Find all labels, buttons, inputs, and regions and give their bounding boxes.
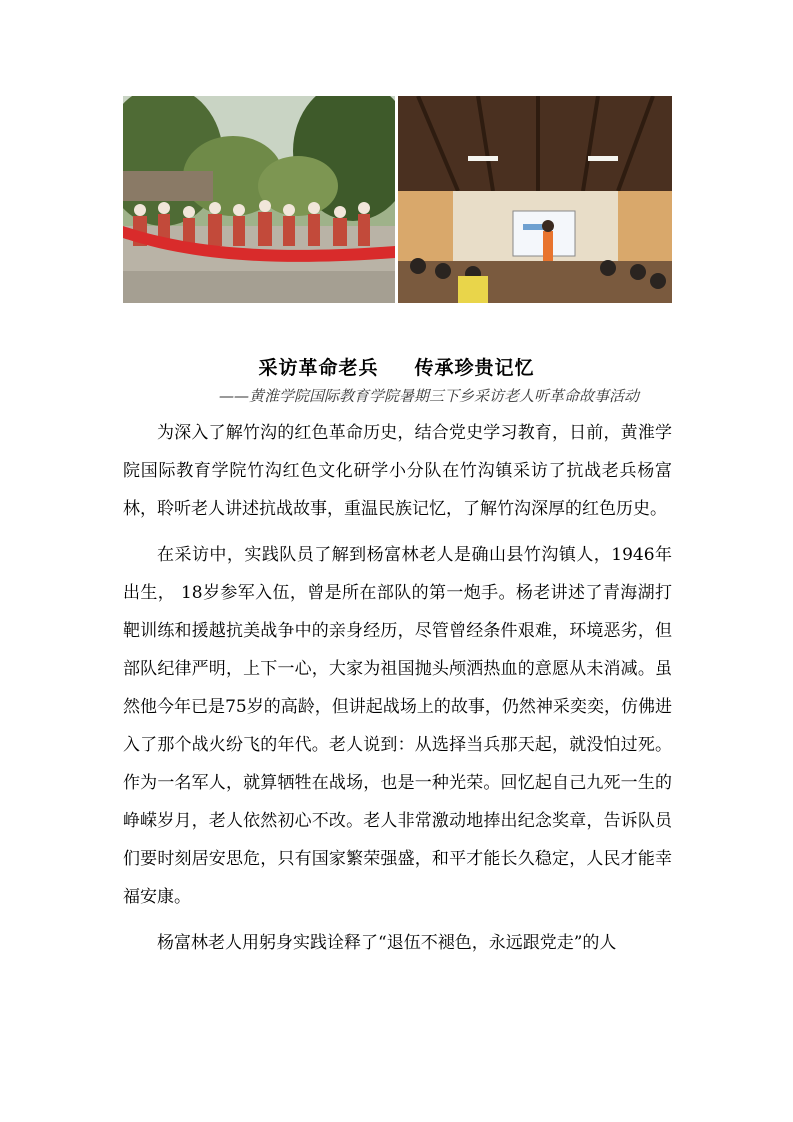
title-part-1: 采访革命老兵: [258, 357, 379, 379]
paragraph-3: 杨富林老人用躬身实践诠释了“退伍不褪色，永远跟党走”的人: [157, 933, 617, 953]
title-part-2: 传承珍贵记忆: [414, 357, 535, 379]
article-body: [123, 414, 672, 970]
article-subtitle: ——黄淮学院国际教育学院暑期三下乡采访老人听革命故事活动: [218, 387, 639, 405]
paragraph-2: 在采访中，实践队员了解到杨富林老人是确山县竹沟镇人，1946年出生， 18岁参军入伍，曾是所在部队的第一炮手。杨老讲述了青海湖打靶训练和援越抗美战争中的亲身经历，尽管曾经条件艰难，环境恶劣，但部队纪律严明，上下一心，大家为祖国抛头颅洒热血的意愿从未消减。虽然他今年已是75岁的高龄，但讲起战场上的故事，仍然神采奕奕，仿佛进入了那个战火纷飞的年代。老人说到：从选择当兵那天起，就没怕过死。作为一名军人，就算牺牲在战场，也是一种光荣。回忆起自己九死一生的峥嵘岁月，老人依然初心不改。老人非常激动地捧出纪念奖章，告诉队员们要时刻居安思危，只有国家繁荣强盛，和平才能长久稳定，人民才能幸福安康。: [123, 545, 672, 907]
photo-strip: [123, 96, 672, 303]
photo-children-outdoor-banner: [123, 96, 395, 303]
article-title: [0, 353, 793, 380]
paragraph-1: 为深入了解竹沟的红色革命历史，结合党史学习教育，日前，黄淮学院国际教育学院竹沟红色文化研学小分队在竹沟镇采访了抗战老兵杨富林，聆听老人讲述抗战故事，重温民族记忆，了解竹沟深厚的红色历史。: [123, 423, 672, 519]
photo-classroom-presentation: [398, 96, 672, 303]
